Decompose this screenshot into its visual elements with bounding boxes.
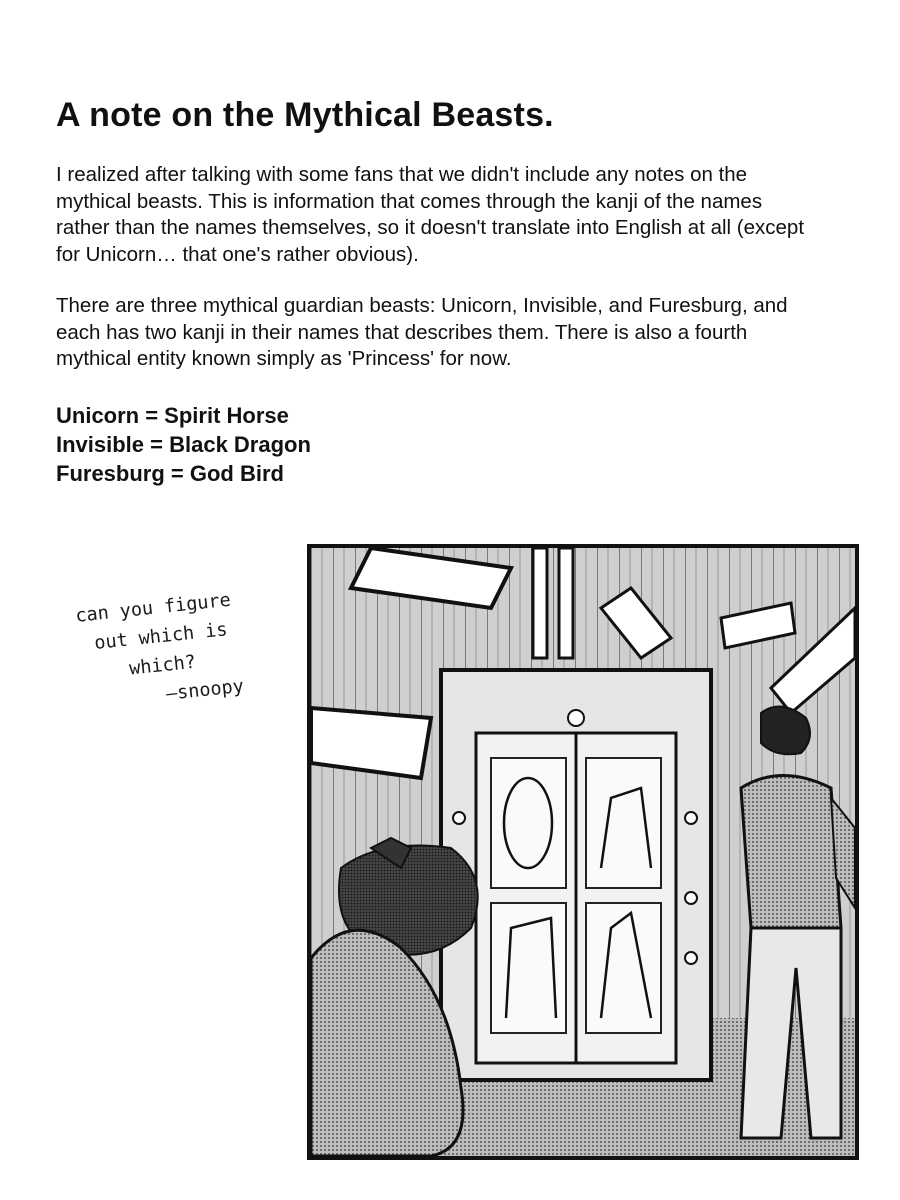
beasts-paragraph: There are three mythical guardian beasts: Unicorn, Invisible, and Furesburg, and each has two kanji in their names that describes them. There is also a fourth mythical entity known simply as 'Princess' for now. <box>56 294 788 370</box>
manga-illustration <box>311 548 855 1156</box>
page-title: A note on the Mythical Beasts. <box>56 96 554 134</box>
manga-panel-illustration <box>307 544 859 1160</box>
handwritten-note <box>74 580 295 717</box>
definition-furesburg: Furesburg = God Bird <box>56 461 284 486</box>
note-signature: —snoopy <box>165 675 245 705</box>
intro-paragraph: I realized after talking with some fans that we didn't include any notes on the mythical beasts. This is information that comes through the kanji of the names rather than the names themselves, so it doesn't translate into English at all (except for Unicorn… that one's rather obvious). <box>56 163 805 266</box>
definitions-list <box>56 401 311 488</box>
definition-unicorn: Unicorn = Spirit Horse <box>56 403 289 428</box>
note-line: out which is <box>93 619 229 655</box>
definition-invisible: Invisible = Black Dragon <box>56 432 311 457</box>
note-line: which? <box>128 651 197 680</box>
note-line: can you figure <box>74 589 232 627</box>
